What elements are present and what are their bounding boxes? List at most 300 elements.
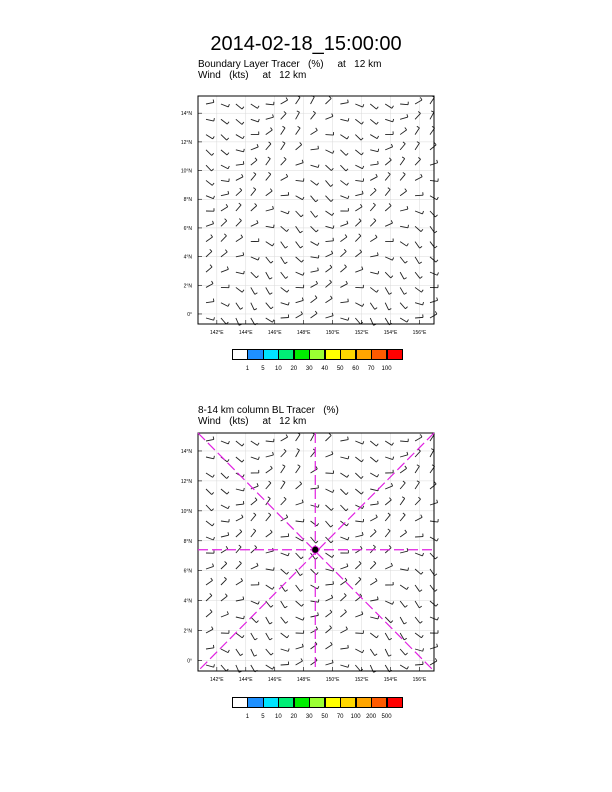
wind-barb	[281, 174, 288, 180]
wind-barb	[340, 118, 348, 121]
wind-barb	[385, 144, 392, 150]
wind-barb	[281, 449, 286, 457]
wind-barb	[311, 296, 317, 303]
wind-barb	[266, 318, 274, 322]
wind-barb	[355, 649, 363, 653]
wind-barb	[415, 142, 419, 150]
wind-barb	[236, 174, 243, 180]
wind-barb	[251, 441, 259, 445]
wind-barb	[206, 627, 213, 633]
wind-barb	[355, 219, 361, 227]
wind-barb	[311, 242, 319, 246]
wind-barb	[325, 313, 333, 318]
wind-barb	[340, 456, 348, 459]
wind-barb	[355, 150, 363, 155]
wind-barb	[251, 649, 257, 656]
wind-barb	[355, 119, 363, 124]
wind-barb	[311, 521, 319, 526]
wind-barb	[251, 188, 256, 196]
y-tick-label: 6°N	[183, 225, 192, 232]
wind-barb	[221, 219, 227, 227]
wind-barb	[340, 564, 348, 569]
colorbar-label: 30	[305, 366, 313, 372]
map-panel-1	[180, 96, 434, 336]
wind-barb	[370, 649, 377, 656]
colorbar-swatch	[309, 349, 325, 360]
wind-barb	[325, 451, 332, 457]
colorbar-label: 70	[367, 366, 375, 372]
wind-barb	[340, 664, 348, 667]
wind-barb	[325, 96, 331, 104]
wind-barb	[430, 658, 437, 665]
wind-barb	[236, 104, 244, 109]
wind-barb	[355, 561, 361, 569]
wind-barb	[340, 610, 346, 617]
colorbar-label: 70	[336, 714, 344, 720]
wind-barb	[340, 221, 348, 226]
wind-barb	[266, 617, 272, 624]
colorbar-swatch	[371, 697, 387, 708]
wind-barb	[325, 165, 333, 170]
wind-barb	[251, 238, 259, 241]
wind-barb	[266, 481, 271, 489]
wind-barb	[206, 135, 214, 139]
wind-barb	[311, 433, 315, 441]
wind-barb	[311, 196, 318, 202]
wind-barb	[325, 196, 333, 202]
wind-barb	[325, 265, 331, 272]
wind-barb	[251, 203, 257, 211]
wind-barb	[296, 482, 302, 489]
colorbar-swatch	[340, 349, 356, 360]
wind-barb	[311, 180, 319, 185]
x-tick-label: 156°E	[412, 677, 427, 683]
wind-barb	[281, 126, 285, 134]
wind-barb	[400, 287, 407, 294]
wind-barb	[340, 437, 348, 441]
colorbar-swatch	[294, 697, 310, 708]
wind-barb	[325, 521, 332, 527]
wind-barb	[266, 452, 274, 457]
wind-barb	[266, 466, 273, 473]
wind-barb	[221, 505, 229, 509]
wind-barb	[385, 220, 392, 226]
wind-barb	[325, 581, 333, 585]
wind-barb	[311, 642, 317, 649]
wind-barb	[415, 287, 423, 292]
x-tick-label: 150°E	[325, 677, 340, 683]
wind-barb	[236, 188, 242, 196]
colorbar-swatch	[387, 697, 403, 708]
y-tick-label: 12°N	[180, 478, 192, 485]
wind-barb	[221, 577, 227, 585]
wind-barb	[236, 135, 244, 139]
wind-barb	[221, 611, 228, 617]
wind-barb	[221, 104, 229, 107]
wind-barb	[206, 249, 212, 257]
wind-barb	[236, 633, 244, 638]
wind-barb	[370, 529, 376, 537]
colorbar-label: 100	[381, 366, 392, 372]
wind-barb	[370, 135, 378, 139]
wind-barb	[236, 561, 242, 569]
wind-barb	[236, 457, 244, 462]
wind-barb	[251, 104, 259, 108]
x-tick-label: 154°E	[383, 330, 398, 336]
wind-barb	[355, 191, 363, 196]
wind-barb	[206, 489, 214, 495]
colorbar-swatch	[325, 349, 341, 360]
wind-barb	[385, 470, 393, 473]
wind-barb	[340, 317, 348, 320]
wind-barb	[311, 658, 318, 665]
wind-barb	[206, 645, 214, 649]
wind-barb	[325, 114, 332, 120]
wind-barb	[236, 515, 243, 521]
wind-barb	[415, 97, 422, 104]
wind-barb	[206, 456, 214, 459]
wind-barb	[236, 303, 243, 310]
wind-barb	[206, 564, 214, 569]
wind-barb	[221, 179, 229, 182]
wind-barb	[415, 661, 423, 665]
wind-barb	[281, 242, 288, 249]
wind-barb	[415, 601, 422, 608]
colorbar-swatch	[278, 697, 294, 708]
wind-barb	[236, 649, 243, 656]
wind-barb	[340, 180, 348, 185]
y-tick-label: 14°N	[180, 448, 192, 455]
wind-barb	[266, 257, 273, 263]
wind-barb	[251, 633, 258, 640]
wind-barb	[311, 569, 319, 575]
wind-barb	[355, 135, 363, 141]
wind-barb	[385, 563, 392, 569]
wind-barb	[251, 257, 259, 260]
wind-barb	[221, 234, 227, 242]
wind-barb	[400, 530, 406, 537]
wind-barb	[266, 633, 273, 640]
wind-barb	[415, 226, 423, 231]
wind-barb	[206, 235, 213, 242]
colorbar-swatch	[263, 697, 279, 708]
wind-barb	[221, 204, 228, 211]
wind-barb	[385, 601, 393, 604]
wind-barb	[236, 578, 243, 585]
wind-barb	[251, 457, 259, 460]
wind-barb	[281, 601, 288, 608]
wind-barb	[400, 189, 406, 196]
wind-barb	[370, 149, 378, 152]
wind-barb	[221, 318, 228, 324]
wind-barb	[296, 178, 304, 181]
wind-barb	[281, 662, 289, 665]
wind-barb	[311, 311, 318, 318]
wind-barb	[206, 521, 214, 526]
wind-barb	[296, 126, 301, 134]
wind-barb	[281, 633, 289, 638]
wind-barb	[430, 449, 434, 457]
wind-barb	[400, 497, 405, 505]
wind-barb	[430, 311, 437, 318]
x-tick-label: 142°E	[209, 330, 224, 336]
wind-barb	[296, 465, 301, 473]
wind-barb	[340, 578, 347, 585]
wind-barb	[311, 211, 318, 217]
wind-barb	[370, 174, 377, 180]
wind-barb	[206, 99, 214, 104]
wind-barb	[251, 513, 256, 521]
wind-barb	[281, 481, 285, 489]
wind-barb	[221, 119, 229, 124]
wind-barb	[355, 532, 363, 537]
wind-barb	[266, 102, 274, 105]
colorbar-swatch	[278, 349, 294, 360]
wind-barb	[266, 114, 274, 119]
wind-barb	[400, 665, 408, 669]
wind-barb	[400, 102, 408, 105]
wind-barb	[251, 158, 257, 165]
wind-barb	[251, 498, 257, 505]
x-tick-label: 154°E	[383, 677, 398, 683]
wind-barb	[355, 630, 363, 633]
wind-barb	[400, 142, 405, 150]
wind-barb	[415, 242, 422, 249]
wind-barb	[296, 257, 304, 262]
wind-barb	[251, 303, 257, 310]
wind-barb	[325, 610, 331, 617]
wind-barb	[355, 165, 363, 169]
wind-barb	[385, 257, 393, 260]
wind-barb	[385, 617, 393, 623]
wind-barb	[415, 569, 423, 574]
wind-barb	[206, 505, 214, 511]
wind-barb	[400, 114, 408, 119]
wind-barb	[281, 497, 286, 505]
wind-barb	[370, 219, 376, 227]
wind-barb	[296, 644, 304, 649]
wind-barb	[281, 569, 289, 574]
wind-barb	[385, 172, 390, 180]
wind-barb	[206, 317, 214, 320]
wind-barb	[296, 569, 303, 576]
panel1-subtitle-1: Boundary Layer Tracer (%) at 12 km	[198, 59, 382, 70]
wind-barb	[370, 457, 378, 462]
wind-barb	[355, 178, 363, 181]
wind-barb	[370, 545, 375, 553]
wind-barb	[415, 534, 423, 537]
wind-barb	[221, 165, 229, 169]
wind-barb	[296, 658, 303, 665]
colorbar-1	[232, 349, 402, 373]
colorbar-label: 10	[275, 714, 282, 720]
wind-barb	[370, 616, 378, 619]
wind-barb	[251, 119, 259, 122]
wind-barb	[370, 188, 376, 196]
wind-barb	[430, 482, 436, 489]
wind-barb	[370, 104, 378, 109]
wind-barb	[251, 582, 259, 585]
wind-barb	[221, 250, 227, 257]
wind-barb	[311, 96, 315, 104]
wind-barb	[400, 172, 405, 180]
wind-barb	[296, 142, 302, 149]
wind-barb	[430, 226, 437, 233]
wind-barb	[206, 150, 214, 156]
wind-barb	[325, 132, 333, 135]
wind-barb	[281, 533, 289, 537]
wind-barb	[355, 519, 363, 522]
wind-barb	[340, 235, 347, 242]
wind-barb	[400, 318, 408, 322]
wind-barb	[385, 104, 393, 108]
x-tick-label: 146°E	[267, 330, 282, 336]
wind-barb	[296, 449, 300, 457]
wind-barb	[206, 221, 214, 226]
wind-barb	[296, 519, 304, 522]
wind-barb	[221, 649, 229, 653]
wind-barb	[281, 192, 289, 196]
wind-barb	[370, 597, 378, 601]
wind-barb	[400, 601, 407, 607]
wind-barb	[251, 272, 259, 278]
wind-barb	[385, 119, 393, 122]
wind-barb	[325, 296, 332, 303]
wind-barb	[311, 627, 318, 633]
x-tick-label: 150°E	[325, 330, 340, 336]
wind-barb	[266, 242, 274, 246]
wind-barb	[206, 281, 213, 287]
wind-barb	[370, 119, 378, 124]
x-tick-label: 152°E	[354, 330, 369, 336]
wind-barb	[415, 465, 419, 473]
wind-barb	[236, 616, 244, 619]
colorbar-label: 20	[290, 714, 298, 720]
wind-barb	[400, 157, 405, 165]
wind-barb	[206, 578, 213, 585]
y-tick-label: 2°N	[183, 628, 192, 635]
wind-barb	[385, 457, 393, 460]
x-tick-label: 148°E	[296, 677, 311, 683]
wind-barb	[370, 271, 378, 274]
y-tick-label: 14°N	[180, 111, 192, 118]
panel2-subtitle-1: 8-14 km column BL Tracer (%)	[198, 405, 339, 416]
x-tick-label: 144°E	[238, 330, 253, 336]
wind-barb	[206, 664, 214, 667]
wind-barb	[281, 648, 289, 651]
wind-barb	[281, 211, 289, 214]
wind-barb	[355, 303, 363, 307]
wind-barb	[370, 578, 377, 585]
wind-barb	[340, 150, 348, 156]
wind-barb	[370, 203, 375, 211]
wind-barb	[355, 441, 363, 444]
wind-barb	[385, 272, 393, 278]
wind-barb	[251, 144, 258, 150]
wind-barb	[400, 272, 406, 279]
colorbar-swatch	[371, 349, 387, 360]
wind-barb	[340, 196, 348, 199]
wind-barb	[281, 97, 288, 104]
wind-barb	[221, 594, 227, 601]
colorbar-swatch	[232, 349, 248, 360]
wind-barb	[325, 280, 331, 287]
colorbar-label: 1	[245, 366, 250, 372]
wind-barb	[340, 135, 348, 139]
wind-barb	[311, 281, 318, 287]
y-tick-label: 6°N	[183, 568, 192, 575]
wind-barb	[400, 568, 408, 571]
y-tick-label: 4°N	[183, 598, 192, 605]
wind-barb	[236, 252, 244, 257]
wind-barb	[355, 577, 361, 585]
wind-barb	[340, 473, 348, 477]
wind-barb	[311, 111, 316, 119]
wind-barb	[266, 172, 271, 180]
wind-barb	[370, 561, 376, 569]
colorbar-label: 50	[336, 366, 344, 372]
wind-barb	[400, 242, 408, 246]
wind-barb	[385, 513, 390, 521]
wind-barb	[370, 633, 378, 638]
wind-barb	[415, 633, 423, 638]
wind-barb	[266, 567, 274, 570]
wind-barb	[325, 251, 332, 257]
wind-barb	[251, 470, 259, 473]
wind-barb	[311, 146, 319, 150]
wind-barb	[311, 537, 318, 543]
wind-barb	[355, 457, 363, 462]
colorbar-swatch	[232, 697, 248, 708]
wind-barb	[281, 272, 288, 278]
wind-barb	[266, 272, 272, 279]
wind-barb	[236, 501, 244, 505]
wind-barb	[266, 287, 273, 294]
wind-barb	[206, 593, 212, 601]
wind-barb	[385, 483, 392, 489]
wind-barb	[400, 303, 407, 309]
wind-barb	[281, 257, 288, 264]
colorbar-swatch	[325, 697, 341, 708]
wind-barb	[266, 649, 273, 655]
wind-barb	[251, 529, 256, 537]
y-tick-label: 0°	[187, 658, 192, 665]
wind-barb	[281, 465, 285, 473]
wind-barb	[236, 161, 244, 165]
wind-barb	[340, 249, 346, 257]
colorbar-label: 50	[321, 714, 329, 720]
wind-barb	[296, 96, 300, 104]
wind-barb	[370, 252, 378, 256]
wind-barb	[266, 530, 272, 537]
panel2-subtitle-2: Wind (kts) at 12 km	[198, 416, 307, 427]
wind-barb	[430, 569, 437, 576]
wind-barb	[370, 515, 377, 521]
map-panel-2	[180, 433, 434, 683]
wind-barb	[236, 441, 244, 446]
wind-barb	[415, 126, 419, 134]
colorbar-label: 500	[381, 714, 392, 720]
wind-barb	[281, 434, 288, 441]
wind-barb	[221, 532, 229, 537]
wind-barb	[296, 311, 303, 318]
wind-barb	[206, 196, 214, 199]
wind-barb	[415, 174, 422, 180]
wind-barb	[206, 436, 214, 441]
wind-barb	[206, 118, 214, 121]
wind-barb	[296, 585, 303, 591]
wind-barb	[221, 561, 227, 569]
